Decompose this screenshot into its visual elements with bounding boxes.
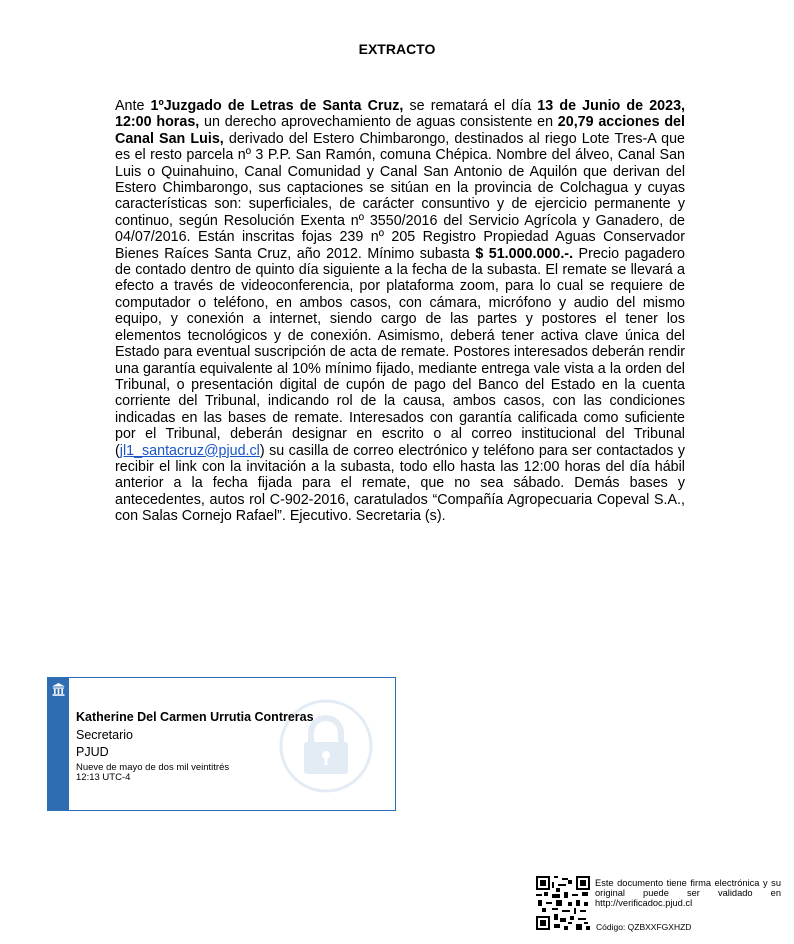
text-segment: derivado del Estero Chimbarongo, destinados al riego Lote Tres-A que es el resto parcela nº 3 P.P. San Ramón, comuna Chépica. Nombre del álveo, Canal San Luis o Quinahuino, Canal Comunidad y Canal San Antonio de Aquilón que derivan del Estero Chimbarongo, sus captaciones se sitúan en la provincia de Colchagua y cuyas características son: superficiales, de carácter consuntivo y de ejercicio permanente y continuo, según Resolución Exenta nº 3550/2016 del Servicio Agrícola y Ganadero, de 04/07/2016. Están inscritas fojas 239 nº 205 Registro Propiedad Aguas Conservador Bienes Raíces Santa Cruz, año 2012. Mínimo subasta [115, 130, 685, 262]
signature-box [47, 677, 396, 811]
text-segment: un derecho aprovechamiento de aguas consistente en [199, 114, 558, 131]
verification-qr-code [536, 876, 590, 930]
extract-paragraph [115, 98, 685, 525]
text-segment: Precio pagadero de contado dentro de quinto día siguiente a la fecha de la subasta. El remate se llevará a efecto a través de videoconferencia, por plataforma zoom, para lo cual se requiere de computador o teléfono, en ambos casos, con cámara, micrófono y audio del mismo equipo, y conexión a internet, siendo cargo de las partes y postores el tener los elementos tecnológicos y de conexión. Asimismo, deberá tener activa clave única del Estado para eventual suscripción de acta de remate. Postores interesados deberán rendir una garantía equivalente al 10% mínimo fijado, mediante entrega vale vista a la orden del Tribunal, o presentación digital de cupón de pago del Banco del Estado en la cuenta corriente del Tribunal, indicando rol de la causa, ambos casos, con las condiciones indicadas en las bases de remate. Interesados con garantía calificada como suficiente por el Tribunal, deberán designar en escrito o al correo institucional del Tribunal ( [115, 245, 685, 459]
water-shares: 20,79 acciones del Canal San Luis, [115, 114, 685, 147]
text-segment: Ante [115, 98, 151, 114]
document-title: EXTRACTO [358, 41, 436, 57]
signer-organization: PJUD [76, 745, 109, 759]
signature-time: 12:13 UTC-4 [76, 772, 131, 783]
signature-date: Nueve de mayo de dos mil veintitrés [76, 762, 230, 773]
minimum-bid: $ 51.000.000.-. [475, 245, 574, 262]
text-segment: ) su casilla de correo electrónico y teléfono para ser contactados y recibir el link con la invitación a la subasta, todo ello hasta las 12:00 horas del día hábil anterior a la fecha fijada para el remate, que no sea sábado. Demás bases y antecedentes, autos rol C-902-2016, caratulados “Compañía Agropecuaria Copeval S.A., con Salas Cornejo Rafael”. Ejecutivo. Secretaria (s). [115, 442, 685, 525]
text-segment: se rematará el día [403, 98, 538, 114]
court-name: 1ºJuzgado de Letras de Santa Cruz, [150, 98, 404, 114]
signer-name: Katherine Del Carmen Urrutia Contreras [76, 710, 314, 724]
signer-role: Secretario [76, 728, 133, 742]
court-email-link[interactable]: jl1_santacruz@pjud.cl [119, 442, 260, 459]
signature-timestamp [76, 763, 229, 783]
verification-code: Código: QZBXXFGXHZD [596, 922, 692, 932]
signature-sidebar [48, 678, 69, 810]
auction-date: 13 de Junio de 2023, 12:00 horas, [115, 98, 685, 131]
courthouse-icon [51, 682, 66, 697]
verification-notice: Este documento tiene firma electrónica y su original puede ser validado en http://verificadoc.pjud.cl [595, 878, 781, 908]
